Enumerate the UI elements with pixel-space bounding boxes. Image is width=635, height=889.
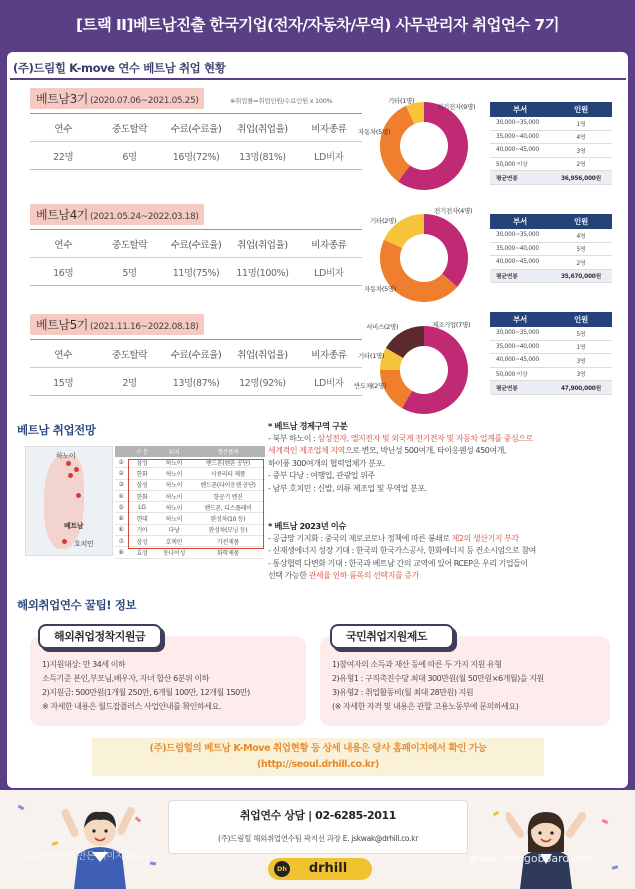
table-row: ⑦ 삼성 호찌민 가전제품 [115, 536, 265, 547]
salary-row: 40,000~45,000 2명 [490, 256, 612, 270]
map-marker-icon [62, 539, 67, 544]
watermark-left: 망고보드에서 만든 이미지입니다 [22, 851, 151, 862]
table-header-row: 연수 중도탈락 수료(수료율) 취업(취업율) 비자종류 [30, 340, 362, 368]
salary-average-row: 평균연봉 47,900,000원 [490, 381, 612, 395]
salary-row: 30,000~35,000 5명 [490, 327, 612, 341]
man-cheering-icon [60, 796, 140, 889]
table-header-row: 연수 중도탈락 수료(수료율) 취업(취업율) 비자종류 [30, 114, 362, 142]
salary-header: 부서 인원 [490, 214, 612, 229]
salary-row: 50,000 이상 2명 [490, 158, 612, 172]
salary-table-cohort-3 [490, 102, 612, 185]
news-line: - 남부 호치민 : 신발, 의류 제조업 및 무역업 분포. [268, 483, 427, 493]
news-line: - 통상협력 다변화 기대 : 한국과 베트남 간의 교역에 있어 RCEP은 우리 기업들이 [268, 558, 528, 568]
salary-header: 부서 인원 [490, 102, 612, 117]
donut-label: 자동차(5명) [364, 285, 397, 293]
table-header-row: 연수 중도탈락 수료(수료율) 취업(취업율) 비자종류 [30, 230, 362, 258]
salary-row: 50,000 이상 3명 [490, 368, 612, 382]
table-row: ① 삼성 하노이 핸드폰(핸폰 공단) [115, 457, 265, 468]
tips-title: 해외취업연수 꿀팁! 정보 [17, 598, 137, 612]
issues-2023-text: * 베트남 2023년 이슈 - 공급망 기지화 : 중국의 제로코로나 정책에 따른 봉쇄로 제2의 생산기지 부각 - 신재생에너지 성장 기대 : 한국의 한국가스공사, 한화에너지 등 컨소시엄으로 참여 - 통상협력 다변화 기대 : 한국과 베트남 간의 교역에 있어 RCEP은 우리 기업들이 선택 가능한 관세율 인하 품목의 선택지를 증가 [268, 520, 618, 583]
table-row: ③ 삼성 하노이 핸드폰(타이응웬 공단) [115, 480, 265, 491]
contact-title: 취업연수 상담 | 02-6285-2011 [239, 809, 397, 822]
donut-label: 기타(1명) [358, 352, 385, 360]
table-row: ⑧ 효성 동나이성 화학제품 [115, 547, 265, 558]
map-label: 베트남 [64, 522, 84, 530]
table-row: 22명 6명 16명(72%) 13명(81%) LD비자 [30, 142, 362, 170]
cohort-block-4 [30, 204, 362, 286]
donut-slice [424, 214, 468, 287]
woman-cheering-icon [506, 796, 586, 889]
cohort-title: 베트남3기 (2020.07.06~2021.05.25) [30, 88, 204, 109]
economic-zones-text: * 베트남 경제구역 구분 - 북부 하노이 : 삼성전자, 엘지전자 및 외국계 전기전자 및 자동차 업계를 중심으로 세계적인 제조업체 지역으로 변모, 박닌성 500여개, 타이응웬성 450여개, 하이퐁 300여개의 협력업체가 분포. - 중부 다낭 : 여행업, 관광업 위주 - 남부 호치민 : 신발, 의류 제조업 및 무역업 분포. [268, 420, 618, 496]
salary-average-row: 평균연봉 36,956,000원 [490, 171, 612, 185]
table-row: 15명 2명 13명(87%) 12명(92%) LD비자 [30, 368, 362, 396]
salary-row: 35,000~40,000 1명 [490, 341, 612, 355]
map-marker-icon [68, 473, 73, 478]
table-row: ⑤ LG 하노이 핸드폰, 디스플레이 [115, 502, 265, 513]
cohort-table [30, 339, 362, 396]
vietnam-map [25, 446, 113, 556]
settlement-support-tab: 해외취업정착지원금 [38, 624, 162, 649]
salary-average-row: 평균연봉 35,670,000원 [490, 270, 612, 284]
logo-mark-icon: Dh [274, 861, 290, 877]
salary-row: 40,000~45,000 3명 [490, 144, 612, 158]
contact-box [168, 800, 468, 854]
settlement-support-box: 1)지원대상: 만 34세 이하 소득기준 본인,부모님,배우자, 자녀 합산 6분위 이하 2)지원금: 500만원(1개월 250만, 6개월 100만, 12개월 150만) ※ 자세한 내용은 월드잡플러스 사업안내를 확인하세요. [30, 636, 306, 726]
cohort-table [30, 229, 362, 286]
donut-chart-cohort-5 [374, 320, 474, 420]
salary-row: 40,000~45,000 3명 [490, 354, 612, 368]
news-line: - 북부 하노이 : 삼성전자, 엘지전자 및 외국계 전기전자 및 자동차 업계를 중심으로 [268, 433, 533, 443]
table-row: ② 한화 하노이 시큐리티 제품 [115, 468, 265, 479]
donut-label: 제조기업(7명) [432, 321, 471, 329]
donut-label: 기타(1명) [388, 97, 415, 105]
map-label: 호치민 [74, 540, 94, 548]
salary-table-cohort-5 [490, 312, 612, 395]
status-section-title: (주)드림힐 K-move 연수 베트남 취업 현황 [13, 61, 226, 75]
page-header [0, 0, 635, 50]
salary-row: 30,000~35,000 1명 [490, 117, 612, 131]
drhill-logo [268, 858, 372, 880]
news-line: 선택 가능한 관세율 인하 품목의 선택지를 증가 [268, 571, 419, 581]
salary-row: 30,000~35,000 4명 [490, 229, 612, 243]
table-row: ⑥ 기아 다낭 완성차(모닝 등) [115, 525, 265, 536]
salary-table-cohort-4 [490, 214, 612, 283]
company-highlight-box [128, 459, 264, 549]
map-marker-icon [66, 461, 71, 466]
donut-chart-cohort-3 [374, 96, 474, 196]
table-row: ④ 한화 하노이 항공기 엔진 [115, 491, 265, 502]
donut-label: 기타(2명) [370, 217, 397, 225]
map-label: 하노이 [56, 452, 76, 460]
watermark-right: www.mangoboard.net [470, 852, 591, 865]
news-line: - 신재생에너지 성장 기대 : 한국의 한국가스공사, 한화에너지 등 컨소시엄으로 참여 [268, 546, 536, 556]
logo-text: drhill [308, 861, 348, 876]
national-employment-box: 1)참여자의 소득과 재산 등에 따른 두 가지 지원 유형 2)유형1 : 구직촉진수당 최대 300만원(월 50만원×6개월)을 지원 3)유형2 : 취업활동비(월 최대 28만원) 지원 (※ 자세한 자격 및 내용은 관할 고용노동부에 문의하세요) [320, 636, 610, 726]
homepage-link[interactable]: (http://seoul.drhill.co.kr) [257, 759, 379, 770]
news-line: 하이퐁 300여개의 협력업체가 분포. [268, 458, 385, 468]
section-divider [10, 78, 626, 80]
cohort-table [30, 113, 362, 170]
donut-label: 전기전자(4명) [434, 207, 473, 215]
company-table-header: 구 분 위치 생산품목 [115, 446, 265, 457]
salary-header: 부서 인원 [490, 312, 612, 327]
map-marker-icon [76, 493, 81, 498]
homepage-banner[interactable] [92, 738, 544, 776]
cohort-title: 베트남5기 (2021.11.16~2022.08.18) [30, 314, 204, 335]
donut-label: 전기전자(9명) [437, 103, 476, 111]
outlook-title: 베트남 취업전망 [17, 423, 96, 437]
table-row: ⑥ 현대 하노이 완성차(10 등) [115, 513, 265, 524]
banner-line: (주)드림힐의 베트남 K-Move 취업현황 등 상세 내용은 당사 홈페이지에서 확인 가능 [149, 743, 487, 754]
news-line: - 중부 다낭 : 여행업, 관광업 위주 [268, 471, 375, 481]
donut-label: 서비스(2명) [366, 323, 399, 331]
header-title: [트랙 II]베트남진출 한국기업(전자/자동차/무역) 사무관리자 취업연수 7기 [75, 16, 559, 34]
donut-label: 자동차(5명) [358, 128, 391, 136]
contact-detail[interactable]: (주)드림힐 해외취업연수팀 곽지선 과장 E. jskwak@drhill.co.kr [217, 834, 418, 843]
cohort-note: ※취업률=취업인원/수료인원 x 100% [230, 97, 333, 105]
news-line: - 공급망 기지화 : 중국의 제로코로나 정책에 따른 봉쇄로 제2의 생산기지 부각 [268, 533, 519, 543]
table-row: 16명 5명 11명(75%) 11명(100%) LD비자 [30, 258, 362, 286]
cohort-block-5 [30, 314, 362, 396]
news-line: 세계적인 제조업체 지역으로 변모, 박닌성 500여개, 타이응웬성 450여개, [268, 446, 506, 456]
salary-row: 35,000~40,000 4명 [490, 131, 612, 145]
cohort-title: 베트남4기 (2021.05.24~2022.03.18) [30, 204, 204, 225]
donut-label: 반도체(2명) [354, 382, 387, 390]
salary-row: 35,000~40,000 5명 [490, 243, 612, 257]
national-employment-tab: 국민취업지원제도 [330, 624, 454, 649]
map-marker-icon [74, 467, 79, 472]
cohort-block-3 [30, 88, 362, 170]
